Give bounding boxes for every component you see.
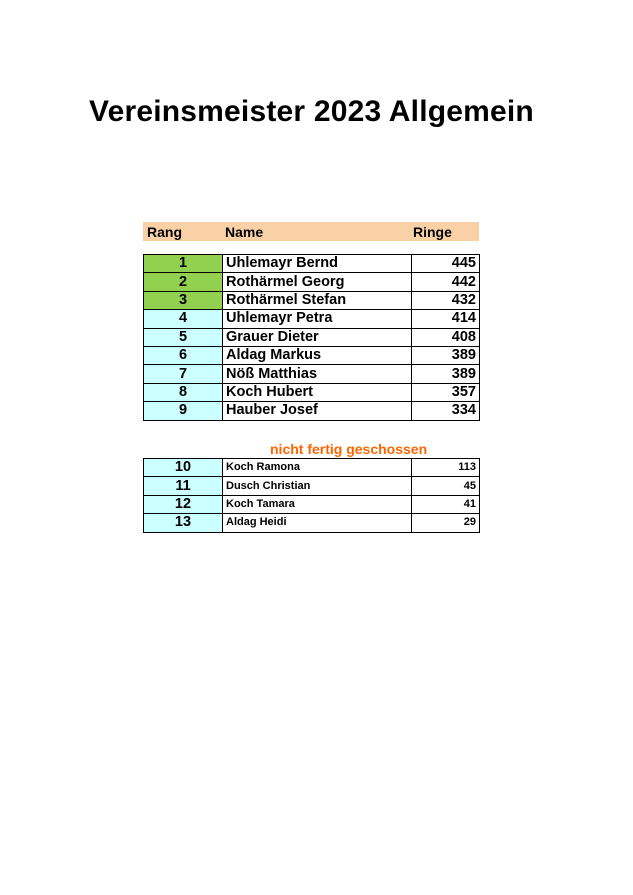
name-cell: Rothärmel Georg	[223, 273, 412, 291]
table-row	[144, 310, 480, 328]
table-header	[143, 222, 479, 241]
incomplete-section-label: nicht fertig geschossen	[270, 441, 428, 457]
name-cell: Hauber Josef	[223, 402, 412, 420]
header-name: Name	[225, 224, 264, 240]
score-cell: 29	[412, 514, 480, 532]
incomplete-table	[143, 458, 480, 533]
score-cell: 442	[412, 273, 480, 291]
name-cell: Rothärmel Stefan	[223, 291, 412, 309]
results-table	[143, 254, 480, 421]
score-cell: 445	[412, 255, 480, 273]
table-row	[144, 346, 480, 364]
table-row	[144, 514, 480, 532]
rank-cell: 9	[144, 402, 223, 420]
rank-cell: 7	[144, 365, 223, 383]
score-cell: 414	[412, 310, 480, 328]
rank-cell: 2	[144, 273, 223, 291]
rank-cell: 3	[144, 291, 223, 309]
name-cell: Dusch Christian	[223, 477, 412, 495]
rank-cell: 11	[144, 477, 223, 495]
page-title: Vereinsmeister 2023 Allgemein	[89, 95, 534, 128]
rank-cell: 1	[144, 255, 223, 273]
table-row	[144, 477, 480, 495]
table-row	[144, 255, 480, 273]
header-rang: Rang	[147, 224, 182, 240]
score-cell: 389	[412, 346, 480, 364]
name-cell: Aldag Heidi	[223, 514, 412, 532]
table-row	[144, 273, 480, 291]
score-cell: 432	[412, 291, 480, 309]
table-row	[144, 365, 480, 383]
header-ringe: Ringe	[413, 224, 452, 240]
name-cell: Koch Tamara	[223, 495, 412, 513]
name-cell: Koch Ramona	[223, 459, 412, 477]
incomplete-table-body	[144, 459, 480, 533]
name-cell: Uhlemayr Bernd	[223, 255, 412, 273]
name-cell: Nöß Matthias	[223, 365, 412, 383]
name-cell: Aldag Markus	[223, 346, 412, 364]
rank-cell: 6	[144, 346, 223, 364]
table-row	[144, 459, 480, 477]
score-cell: 334	[412, 402, 480, 420]
table-row	[144, 291, 480, 309]
table-row	[144, 402, 480, 420]
score-cell: 41	[412, 495, 480, 513]
rank-cell: 4	[144, 310, 223, 328]
name-cell: Koch Hubert	[223, 383, 412, 401]
rank-cell: 12	[144, 495, 223, 513]
score-cell: 45	[412, 477, 480, 495]
table-row	[144, 495, 480, 513]
table-row	[144, 328, 480, 346]
score-cell: 113	[412, 459, 480, 477]
rank-cell: 8	[144, 383, 223, 401]
rank-cell: 13	[144, 514, 223, 532]
table-row	[144, 383, 480, 401]
name-cell: Uhlemayr Petra	[223, 310, 412, 328]
results-table-body	[144, 255, 480, 421]
score-cell: 389	[412, 365, 480, 383]
score-cell: 357	[412, 383, 480, 401]
name-cell: Grauer Dieter	[223, 328, 412, 346]
rank-cell: 10	[144, 459, 223, 477]
score-cell: 408	[412, 328, 480, 346]
rank-cell: 5	[144, 328, 223, 346]
